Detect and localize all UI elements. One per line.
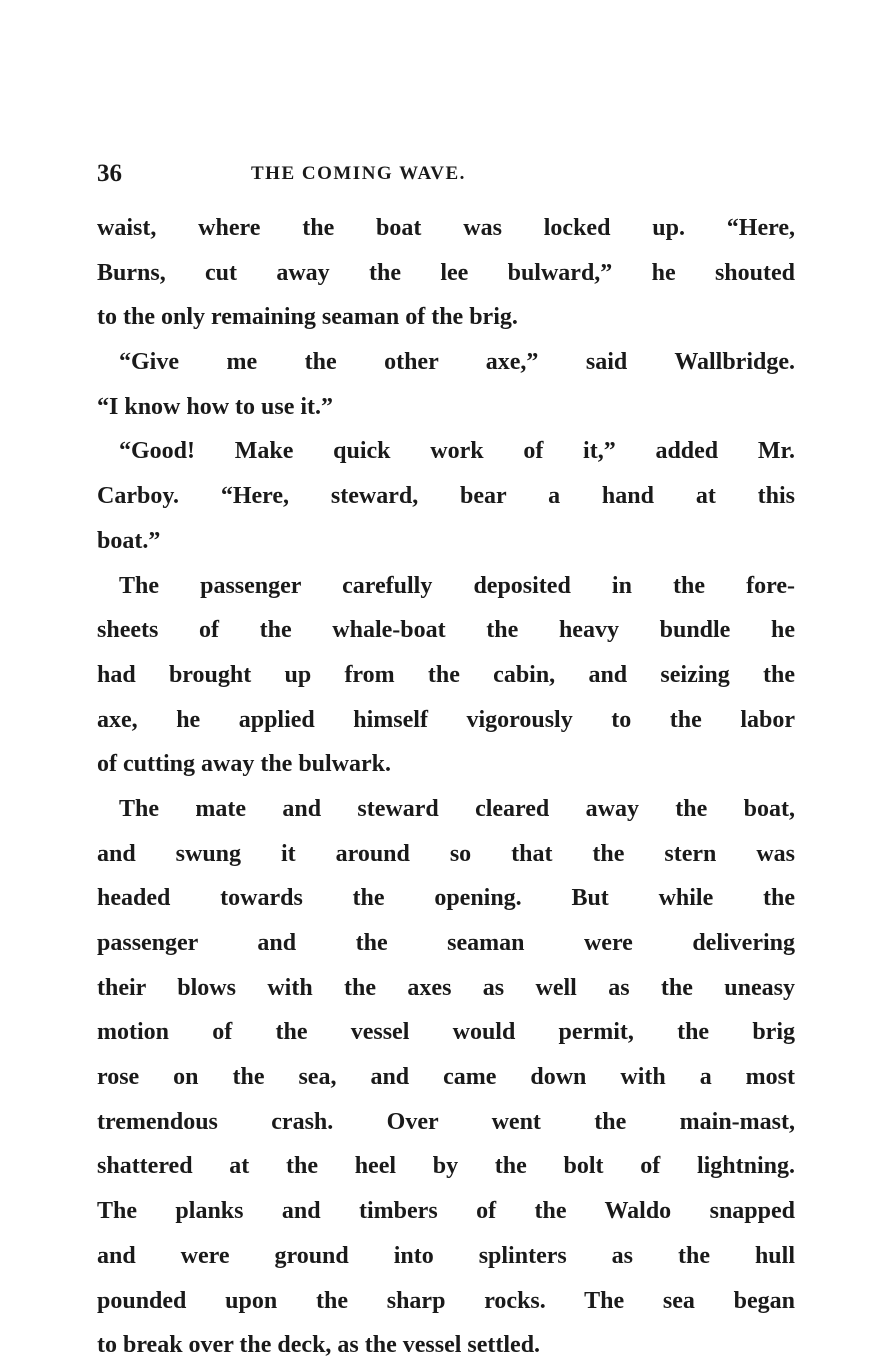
text-line: pounded upon the sharp rocks. The sea began (97, 1287, 795, 1314)
text-line: The mate and steward cleared away the boat, (119, 795, 795, 822)
text-line: motion of the vessel would permit, the brig (97, 1019, 795, 1046)
text-line: of cutting away the bulwark. (97, 751, 392, 778)
text-line: passenger and the seaman were delivering (97, 930, 795, 956)
text-line: boat.” (97, 527, 161, 554)
paragraph (97, 429, 795, 563)
text-line: “Give me the other axe,” said Wallbridge. (119, 349, 795, 376)
text-line: to break over the deck, as the vessel settled. (97, 1332, 541, 1359)
body-text (97, 206, 795, 1368)
text-line: axe, he applied himself vigorously to the labor (97, 706, 795, 733)
paragraph (97, 787, 795, 1368)
text-line: and swung it around so that the stern was (97, 840, 795, 867)
text-line: tremendous crash. Over went the main-mast, (97, 1108, 795, 1135)
text-line: shattered at the heel by the bolt of lightning. (97, 1153, 795, 1180)
text-line: sheets of the whale-boat the heavy bundle he (97, 617, 795, 644)
running-title: THE COMING WAVE. (251, 163, 466, 184)
text-line: their blows with the axes as well as the uneasy (97, 974, 795, 1001)
paragraph (97, 564, 795, 787)
text-line: Carboy. “Here, steward, bear a hand at this (97, 483, 795, 510)
paragraph (97, 340, 795, 429)
page-number: 36 (97, 160, 122, 187)
page-header (97, 160, 795, 196)
text-line: Burns, cut away the lee bulward,” he shouted (97, 259, 795, 286)
text-line: had brought up from the cabin, and seizing the (97, 661, 795, 688)
text-line: “I know how to use it.” (97, 393, 334, 420)
text-line: and were ground into splinters as the hull (97, 1242, 795, 1269)
text-line: to the only remaining seaman of the brig. (97, 304, 518, 331)
text-line: waist, where the boat was locked up. “Here, (97, 215, 795, 241)
text-line: The passenger carefully deposited in the fore- (119, 572, 795, 599)
paragraph (97, 206, 795, 340)
text-line: “Good! Make quick work of it,” added Mr. (119, 438, 795, 465)
text-line: headed towards the opening. But while the (97, 885, 795, 912)
text-line: The planks and timbers of the Waldo snapped (97, 1198, 795, 1225)
text-line: rose on the sea, and came down with a most (97, 1064, 795, 1091)
